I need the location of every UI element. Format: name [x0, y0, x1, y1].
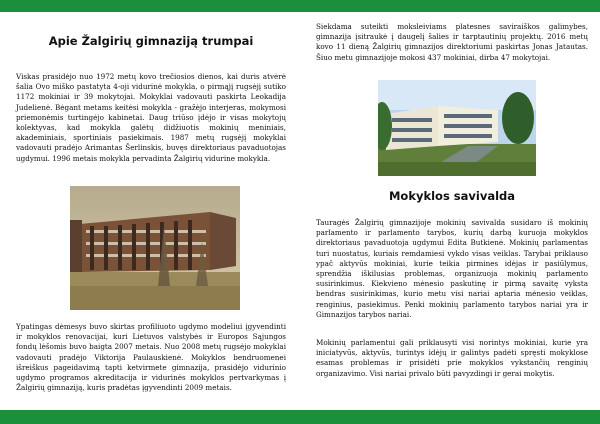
self-government-heading: Mokyklos savivalda — [388, 189, 516, 203]
renovated-school-image — [378, 80, 536, 176]
new-school-photo — [378, 80, 536, 176]
self-government-paragraph: Tauragės Žalgirių gimnazijoje mokinių savivalda susidaro iš mokinių parlamento ir parlamento tarybos, kurių darbą kuruoja mokyklos direktoriaus pavaduotoja ugdymui Edita Butkienė. Mokinių parlamentas turi nuostatus, kuriais remdamiesi vykdo visas veiklas. Tarybai priklauso ypač aktyvūs mokiniai, kurie teikia pirmines idėjas ir pasiūlymus, sprendžia iškilusias problemas, organizuoja mokinių parlamento susirinkimus. Kiekvieno mėnesio paskutinę ir pirmą savaitę vyksta bendras susirinkimas, kurio metu visi nariai aptaria mėnesio veiklas, renginius, pasiekimus. Penki mokinių parlamento tarybos nariai yra ir Gimnazijos tarybos nariai. — [316, 218, 588, 319]
old-school-building-image — [70, 186, 240, 310]
projects-paragraph: Siekdama suteikti moksleiviams platesnes saviraiškos galimybes, gimnazija įsitraukė į daugelį šalies ir tarptautinių projektų. 2016 metų kovo 11 dieną Žalgirių gimnazijos direktoriumi paskirtas Jonas Jatautas. Šiuo metu gimnazijoje mokosi 437 mokiniai, dirba 47 mokytojai. — [316, 22, 588, 62]
history-paragraph: Viskas prasidėjo nuo 1972 metų kovo trečiosios dienos, kai duris atvėrė šalia Ovo miško pastatyta 4-oji vidurinė mokykla, o pirmąjį rugsėjį sutiko 1172 mokiniai ir 39 mokytojai. Mokyklai vadovauti paskirta Leokadija Judelienė. Bėgant metams keitėsi mokykla - gražėjo interjeras, mokymosi priemonėmis turtingėjo kabinetai. Daug triūso įdėjo ir visas mokytojų kolektyvas, kad mokykla galėtų didžiuotis mokinių meniniais, akademiniais, sportiniais pasiekimais. 1987 metų rugsėjį mokyklai vadovauti pradėjo Arimantas Šerlinskis, buvęs direktoriaus pavaduotojas ugdymui. 1996 metais mokykla pervadinta Žalgirių vidurine mokykla. — [16, 72, 286, 163]
left-column — [16, 22, 286, 402]
page-title: Apie Žalgirių gimnaziją trumpai — [48, 34, 254, 48]
top-green-bar — [0, 0, 600, 12]
right-column — [316, 22, 588, 402]
bottom-green-bar — [0, 410, 600, 424]
parliament-membership-paragraph: Mokinių parlamentui gali priklausyti visi norintys mokiniai, kurie yra iniciatyvūs, aktyvūs, turintys idėjų ir galintys padėti spręsti mokyklose esamas problemas ir prisidėti prie mokyklos vykstančių renginių organizavimo. Visi nariai privalo būti pavyzdingi ir gerai mokytis. — [316, 338, 588, 378]
renovation-paragraph: Ypatingas dėmesys buvo skirtas profiliuoto ugdymo modeliui įgyvendinti ir mokyklos renovacijai, kuri Lietuvos valstybės ir Europos Sąjungos fondų lėšomis buvo baigta 2007 metais. Nuo 2008 metų rugsėjo mokyklai vadovauti pradėjo Viktorija Paulauskienė. Mokyklos bendruomenei išreiškus pageidavimą tapti ketvirmete gimnazija, prasidėjo vidurinio ugdymo programos akreditacija ir vidurinės mokyklos pertvarkymas į Žalgirių gimnaziją, kuris pradėtas įgyvendinti 2009 metais. — [16, 322, 286, 393]
old-school-photo — [70, 186, 240, 310]
